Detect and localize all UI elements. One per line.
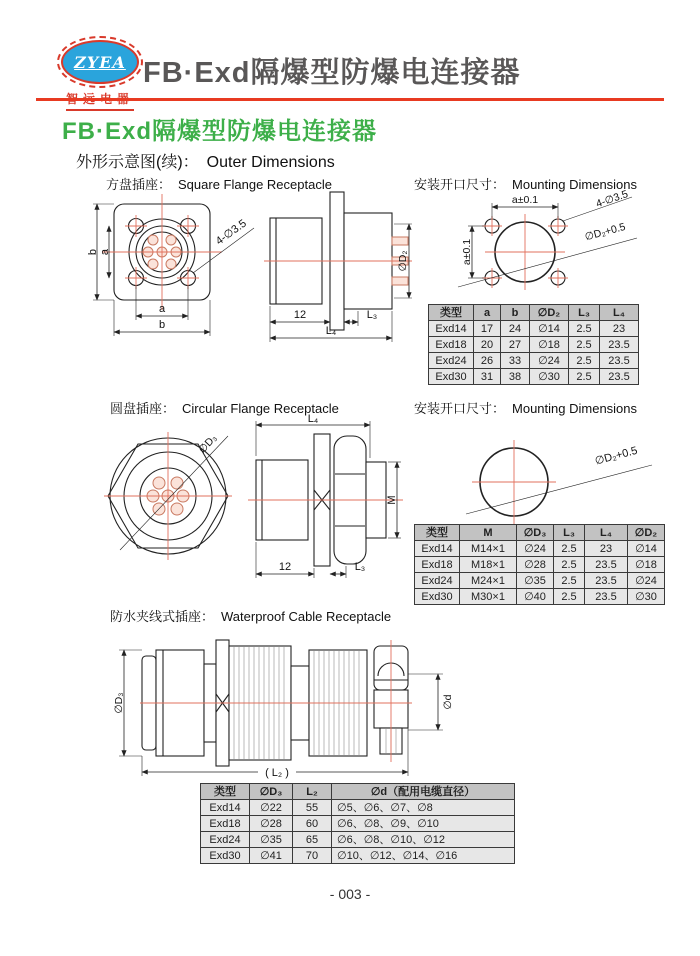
table-row xyxy=(415,541,665,557)
table-cell: 55 xyxy=(293,800,332,816)
section-title: FB·Exd隔爆型防爆电连接器 xyxy=(62,118,377,145)
table-cell: 24 xyxy=(501,321,530,337)
table-cell: 2.5 xyxy=(569,369,600,385)
waterproof-receptacle-drawing xyxy=(112,630,457,782)
page-title: FB·Exd隔爆型防爆电连接器 xyxy=(143,57,521,89)
table-row xyxy=(429,353,639,369)
table-cell: 60 xyxy=(293,816,332,832)
table-cell: ∅35 xyxy=(250,832,293,848)
table-cell: 2.5 xyxy=(554,573,585,589)
svg-text:L₃: L₃ xyxy=(354,561,366,573)
table-cell: ∅6、∅8、∅9、∅10 xyxy=(332,816,515,832)
table-cell: ∅10、∅12、∅14、∅16 xyxy=(332,848,515,864)
svg-text:L₄: L₄ xyxy=(307,413,319,425)
table-cell: ∅14 xyxy=(628,541,665,557)
table-cell: 23.5 xyxy=(600,337,639,353)
table-row xyxy=(415,573,665,589)
column-header: ∅D₃ xyxy=(250,784,293,800)
mounting-dimensions-label-1: 安装开口尺寸： Mounting Dimensions xyxy=(414,177,638,192)
table-cell: 23.5 xyxy=(585,589,628,605)
circular-flange-label: 圆盘插座： Circular Flange Receptacle xyxy=(110,401,339,416)
svg-text:∅D₃: ∅D₃ xyxy=(196,432,220,456)
table-cell: Exd30 xyxy=(201,848,250,864)
table-cell: ∅30 xyxy=(628,589,665,605)
table-cell: ∅24 xyxy=(628,573,665,589)
svg-text:b: b xyxy=(158,319,166,331)
table-cell: 23.5 xyxy=(600,353,639,369)
table-cell: 20 xyxy=(474,337,501,353)
outer-dimensions-en: Outer Dimensions xyxy=(206,154,335,171)
table-cell: ∅24 xyxy=(530,353,569,369)
svg-text:∅d: ∅d xyxy=(442,694,454,710)
table-cell: 38 xyxy=(501,369,530,385)
table-row xyxy=(415,589,665,605)
column-header: L₄ xyxy=(600,305,639,321)
header-divider xyxy=(36,98,664,101)
table-row xyxy=(201,800,515,816)
table-cell: 33 xyxy=(501,353,530,369)
table-cell: Exd24 xyxy=(415,573,460,589)
square-flange-table xyxy=(428,304,639,385)
column-header: ∅d（配用电缆直径） xyxy=(332,784,515,800)
svg-text:∅D₃: ∅D₃ xyxy=(113,692,125,714)
circular-flange-front-drawing xyxy=(96,420,246,570)
column-header: ∅D₂ xyxy=(530,305,569,321)
table-cell: ∅40 xyxy=(517,589,554,605)
table-row xyxy=(429,337,639,353)
table-cell: 31 xyxy=(474,369,501,385)
column-header: M xyxy=(460,525,517,541)
svg-text:12: 12 xyxy=(293,309,307,321)
table-cell: ∅22 xyxy=(250,800,293,816)
table-cell: 2.5 xyxy=(554,541,585,557)
table-cell: 17 xyxy=(474,321,501,337)
column-header: b xyxy=(501,305,530,321)
table-cell: ∅28 xyxy=(250,816,293,832)
table-cell: ∅6、∅8、∅10、∅12 xyxy=(332,832,515,848)
table-cell: ∅18 xyxy=(530,337,569,353)
table-cell: 23 xyxy=(600,321,639,337)
column-header: L₂ xyxy=(293,784,332,800)
column-header: L₃ xyxy=(569,305,600,321)
table-row xyxy=(201,848,515,864)
table-cell: Exd24 xyxy=(201,832,250,848)
table-cell: ∅18 xyxy=(628,557,665,573)
svg-text:L₄: L₄ xyxy=(325,325,337,337)
mounting-dimensions-label-2: 安装开口尺寸： Mounting Dimensions xyxy=(414,401,638,416)
circular-flange-side-drawing xyxy=(248,412,408,584)
table-cell: ∅30 xyxy=(530,369,569,385)
square-flange-front-drawing xyxy=(84,192,264,342)
waterproof-receptacle-label: 防水夹线式插座： Waterproof Cable Receptacle xyxy=(110,609,392,624)
table-row xyxy=(429,321,639,337)
mounting-dimensions-drawing-2 xyxy=(452,428,662,528)
column-header: ∅D₃ xyxy=(517,525,554,541)
column-header: a xyxy=(474,305,501,321)
logo-text: ZYEA xyxy=(74,52,126,72)
table-cell: 2.5 xyxy=(569,321,600,337)
table-row xyxy=(415,557,665,573)
table-cell: Exd24 xyxy=(429,353,474,369)
table-row xyxy=(201,832,515,848)
table-cell: 23.5 xyxy=(585,573,628,589)
table-cell: M14×1 xyxy=(460,541,517,557)
square-flange-side-drawing xyxy=(262,186,417,351)
outer-dimensions-cn: 外形示意图(续)： xyxy=(76,154,199,171)
waterproof-table xyxy=(200,783,515,864)
column-header: 类型 xyxy=(201,784,250,800)
table-cell: ∅24 xyxy=(517,541,554,557)
column-header: L₃ xyxy=(554,525,585,541)
table-cell: Exd14 xyxy=(201,800,250,816)
table-cell: 65 xyxy=(293,832,332,848)
circular-flange-table xyxy=(414,524,665,605)
table-cell: Exd18 xyxy=(201,816,250,832)
table-cell: Exd18 xyxy=(429,337,474,353)
table-cell: 23.5 xyxy=(600,369,639,385)
table-cell: Exd14 xyxy=(415,541,460,557)
table-cell: ∅28 xyxy=(517,557,554,573)
column-header: 类型 xyxy=(415,525,460,541)
mounting-dimensions-drawing-1 xyxy=(430,190,660,302)
table-cell: 70 xyxy=(293,848,332,864)
svg-text:∅D₂: ∅D₂ xyxy=(397,250,409,272)
table-cell: Exd30 xyxy=(429,369,474,385)
svg-text:( L₂ ): ( L₂ ) xyxy=(265,767,289,779)
svg-text:a: a xyxy=(99,248,111,256)
table-cell: ∅5、∅6、∅7、∅8 xyxy=(332,800,515,816)
table-cell: 2.5 xyxy=(569,353,600,369)
svg-text:4-∅3.5: 4-∅3.5 xyxy=(213,217,249,248)
table-cell: 27 xyxy=(501,337,530,353)
outer-dimensions-heading xyxy=(76,149,335,172)
column-header: L₄ xyxy=(585,525,628,541)
table-cell: 26 xyxy=(474,353,501,369)
svg-text:∅D₂+0.5: ∅D₂+0.5 xyxy=(593,444,639,468)
svg-text:L₃: L₃ xyxy=(366,309,378,321)
square-flange-label: 方盘插座： Square Flange Receptacle xyxy=(106,177,332,192)
svg-text:M: M xyxy=(386,495,398,505)
table-row xyxy=(429,369,639,385)
logo-oval-icon xyxy=(57,36,143,88)
page-number: - 003 - xyxy=(329,886,371,902)
svg-text:12: 12 xyxy=(278,561,292,573)
table-cell: M30×1 xyxy=(460,589,517,605)
table-cell: 23 xyxy=(585,541,628,557)
table-cell: 2.5 xyxy=(554,557,585,573)
svg-text:4-∅3.5: 4-∅3.5 xyxy=(594,188,630,211)
table-cell: 2.5 xyxy=(554,589,585,605)
column-header: ∅D₂ xyxy=(628,525,665,541)
svg-text:a±0.1: a±0.1 xyxy=(511,194,539,206)
svg-text:∅D₂+0.5: ∅D₂+0.5 xyxy=(583,220,627,244)
table-cell: 2.5 xyxy=(569,337,600,353)
svg-text:b: b xyxy=(87,248,99,256)
table-cell: M18×1 xyxy=(460,557,517,573)
table-cell: ∅35 xyxy=(517,573,554,589)
svg-text:a±0.1: a±0.1 xyxy=(461,238,473,266)
svg-text:a: a xyxy=(158,303,166,315)
column-header: 类型 xyxy=(429,305,474,321)
table-cell: ∅41 xyxy=(250,848,293,864)
table-cell: Exd14 xyxy=(429,321,474,337)
table-cell: 23.5 xyxy=(585,557,628,573)
table-cell: Exd18 xyxy=(415,557,460,573)
table-cell: Exd30 xyxy=(415,589,460,605)
table-cell: M24×1 xyxy=(460,573,517,589)
table-row xyxy=(201,816,515,832)
table-cell: ∅14 xyxy=(530,321,569,337)
